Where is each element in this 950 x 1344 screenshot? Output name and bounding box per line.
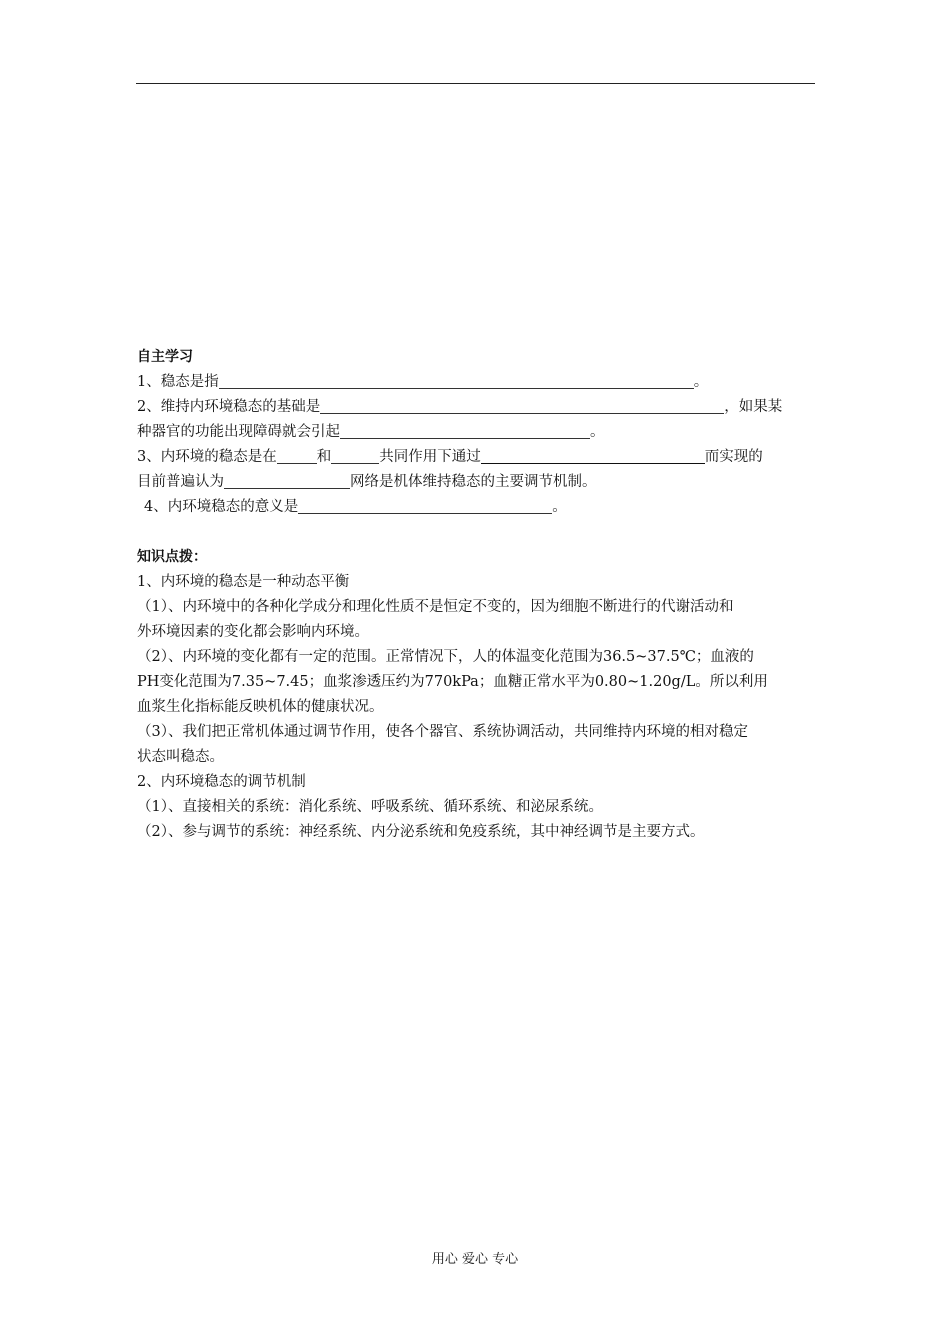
knowledge-line: 血浆生化指标能反映机体的健康状况。 [137, 699, 384, 715]
knowledge-line: PH变化范围为7.35~7.45；血浆渗透压约为770kPa；血糖正常水平为0.80~1.20g/L。所以利用 [137, 674, 768, 690]
blank-2a[interactable] [320, 397, 724, 414]
knowledge-line: 状态叫稳态。 [137, 749, 224, 765]
blank-3b[interactable] [331, 447, 379, 464]
knowledge-line: 1、内环境的稳态是一种动态平衡 [137, 574, 350, 590]
blank-3a[interactable] [277, 447, 317, 464]
question-2: 2、维持内环境稳态的基础是 ，如果某 [137, 399, 783, 415]
knowledge-line: （3）、我们把正常机体通过调节作用，使各个器官、系统协调活动，共同维持内环境的相对稳定 [137, 724, 748, 740]
section-title-knowledge: 知识点拨： [137, 549, 207, 565]
question-3-continued: 目前普遍认为 网络是机体维持稳态的主要调节机制。 [137, 474, 597, 490]
knowledge-line: 2、内环境稳态的调节机制 [137, 774, 306, 790]
knowledge-line: （1）、直接相关的系统：消化系统、呼吸系统、循环系统、和泌尿系统。 [137, 799, 603, 815]
question-3: 3、内环境的稳态是在 和 共同作用下通过 而实现的 [137, 449, 763, 465]
blank-1[interactable] [219, 372, 694, 389]
question-1: 1、稳态是指 。 [137, 374, 709, 390]
question-4: 4、内环境稳态的意义是 。 [144, 499, 567, 515]
knowledge-line: 外环境因素的变化都会影响内环境。 [137, 624, 369, 640]
blank-3c[interactable] [481, 447, 705, 464]
page-footer: 用心 爱心 专心 [431, 1252, 519, 1267]
knowledge-line: （2）、内环境的变化都有一定的范围。正常情况下，人的体温变化范围为36.5~37.5℃；血液的 [137, 649, 754, 665]
knowledge-line: （1）、内环境中的各种化学成分和理化性质不是恒定不变的，因为细胞不断进行的代谢活动和 [137, 599, 734, 615]
knowledge-line: （2）、参与调节的系统：神经系统、内分泌系统和免疫系统，其中神经调节是主要方式。 [137, 824, 705, 840]
header-rule [136, 83, 815, 84]
blank-2b[interactable] [340, 422, 590, 439]
blank-4[interactable] [298, 497, 552, 514]
question-2-continued: 种器官的功能出现障碍就会引起 。 [137, 424, 605, 440]
blank-3d[interactable] [224, 472, 350, 489]
section-title-self-study: 自主学习 [137, 349, 193, 365]
document-body [137, 345, 817, 845]
